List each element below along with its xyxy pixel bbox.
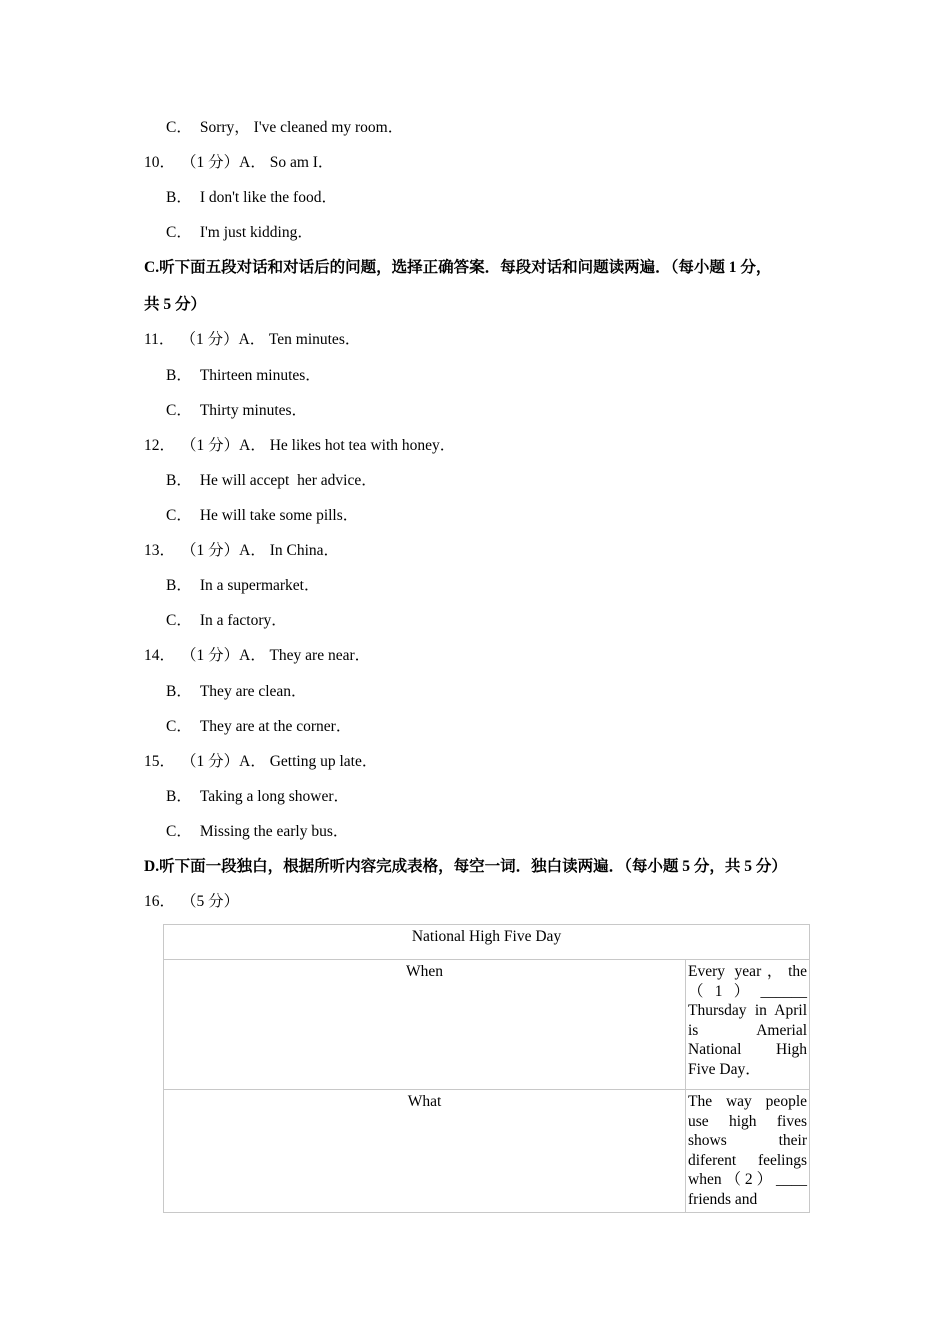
option-text: Thirteen minutes． (199, 367, 321, 384)
option-letter: C． (166, 224, 192, 241)
option-a-text: Ten minutes． (268, 331, 361, 348)
table-header-row (164, 925, 810, 960)
option-text: In a factory． (199, 612, 287, 629)
question-11 (144, 330, 360, 350)
row-text: The way people use high fives shows their diferent feelings when（2）____ friends and (686, 1090, 810, 1213)
q9-option-c (166, 118, 403, 138)
option-text: In a supermarket． (199, 577, 320, 594)
question-score: （1 分）A． (181, 542, 266, 559)
option-text: Sorry， I've cleaned my room． (199, 119, 404, 136)
question-score: （5 分） (181, 893, 240, 910)
high-five-day-table (163, 924, 810, 1213)
option-letter: B． (166, 683, 192, 700)
option-text: They are clean． (199, 683, 307, 700)
question-score: （1 分）A． (181, 154, 266, 171)
option-a-text: They are near． (269, 647, 371, 664)
q10-option-c (166, 223, 313, 243)
option-text: He will take some pills． (199, 507, 359, 524)
option-a-text: Getting up late． (269, 753, 378, 770)
q11-option-c (166, 401, 307, 421)
table-title: National High Five Day (164, 925, 810, 960)
question-number: 14． (144, 647, 176, 664)
question-score: （1 分）A． (181, 753, 266, 770)
section-c-heading-line1: C.听下面五段对话和对话后的问题，选择正确答案．每段对话和问题读两遍．（每小题 1 分， (144, 259, 772, 276)
question-16 (144, 892, 239, 912)
option-letter: B． (166, 472, 192, 489)
option-a-text: In China． (269, 542, 340, 559)
option-letter: C． (166, 823, 192, 840)
question-10 (144, 153, 333, 173)
question-score: （1 分）A． (180, 331, 266, 348)
option-letter: C． (166, 402, 192, 419)
question-number: 13． (144, 542, 176, 559)
option-letter: B． (166, 577, 192, 594)
question-score: （1 分）A． (181, 437, 266, 454)
question-number: 10． (144, 154, 176, 171)
option-letter: C． (166, 507, 192, 524)
option-letter: C． (166, 612, 192, 629)
section-c-heading-line2: 共 5 分） (144, 296, 207, 313)
option-text: They are at the corner． (199, 718, 352, 735)
option-letter: B． (166, 367, 192, 384)
option-text: Missing the early bus． (199, 823, 349, 840)
q12-option-b (166, 471, 377, 491)
q10-option-b (166, 188, 337, 208)
q14-option-c (166, 717, 351, 737)
q15-option-b (166, 787, 349, 807)
question-15 (144, 752, 377, 772)
question-13 (144, 541, 339, 561)
q15-option-c (166, 822, 348, 842)
question-number: 15． (144, 753, 176, 770)
option-text: He will accept her advice． (199, 472, 377, 489)
row-label: When (164, 960, 686, 1090)
option-letter: B． (166, 189, 192, 206)
question-number: 16． (144, 893, 176, 910)
option-text: I don't like the food． (199, 189, 337, 206)
section-d-heading: D.听下面一段独白，根据所听内容完成表格，每空一词．独白读两遍．（每小题 5 分，共 5 分） (144, 858, 787, 875)
table-row (164, 960, 810, 1090)
question-number: 12． (144, 437, 176, 454)
option-letter: C． (166, 119, 192, 136)
row-text: Every year，the（1）______ Thursday in April is Amerial National High Five Day． (686, 960, 810, 1090)
question-score: （1 分）A． (181, 647, 266, 664)
q14-option-b (166, 682, 307, 702)
row-label: What (164, 1090, 686, 1213)
q11-option-b (166, 366, 321, 386)
option-text: Thirty minutes． (199, 402, 308, 419)
question-14 (144, 646, 370, 666)
option-a-text: So am I． (269, 154, 334, 171)
question-number: 11． (144, 331, 175, 348)
option-a-text: He likes hot tea with honey． (269, 437, 456, 454)
q13-option-b (166, 576, 320, 596)
option-letter: C． (166, 718, 192, 735)
table-row (164, 1090, 810, 1213)
option-text: Taking a long shower． (199, 788, 349, 805)
question-12 (144, 436, 455, 456)
option-text: I'm just kidding． (199, 224, 313, 241)
q12-option-c (166, 506, 358, 526)
q13-option-c (166, 611, 287, 631)
option-letter: B． (166, 788, 192, 805)
